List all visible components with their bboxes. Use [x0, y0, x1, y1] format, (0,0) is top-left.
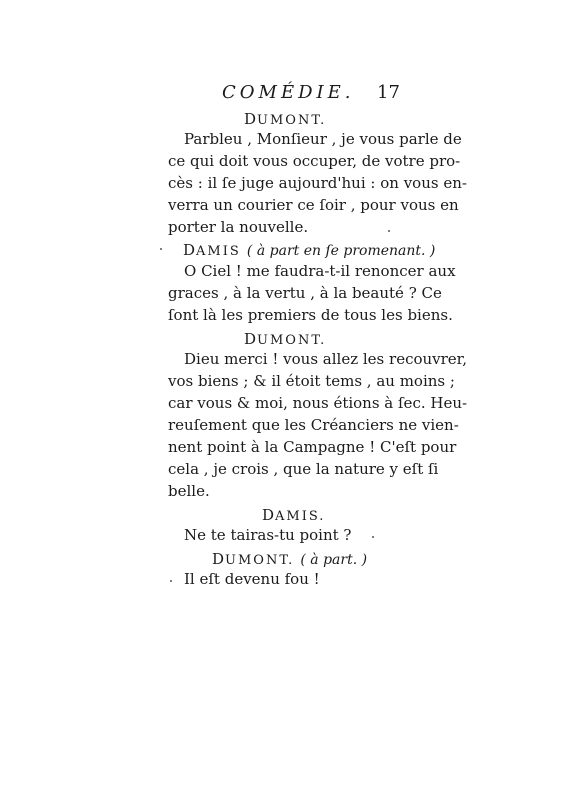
- text-line: cès : il ſe juge aujourd'hui : on vous en-: [168, 174, 467, 192]
- speaker-initial: D: [244, 330, 258, 348]
- running-title: COMÉDIE.: [222, 82, 355, 103]
- text-line: ce qui doit vous occuper, de votre pro-: [168, 152, 461, 170]
- speaker-rest: UMONT.: [257, 113, 327, 128]
- text-line: verra un courier ce ſoir , pour vous en: [168, 196, 459, 214]
- text-line: car vous & moi, nous étions à ſec. Heu-: [168, 394, 468, 412]
- speaker-name: [244, 110, 326, 128]
- speaker-initial: D: [183, 241, 197, 259]
- speaker-name: [244, 330, 326, 348]
- text-line: porter la nouvelle.: [168, 218, 309, 236]
- speaker-name: [212, 550, 367, 568]
- stage-direction: ( à part en ſe promenant. ): [246, 243, 436, 259]
- speaker-initial: D: [262, 506, 276, 524]
- text-line: Il eſt devenu fou !: [184, 570, 320, 588]
- stage-direction: ( à part. ): [300, 552, 368, 568]
- print-speck: [372, 536, 374, 538]
- text-line: ſont là les premiers de tous les biens.: [168, 306, 453, 324]
- speaker-name: [262, 506, 325, 524]
- text-line: Dieu merci ! vous allez les recouvrer,: [184, 350, 467, 368]
- speaker-name: [183, 241, 435, 259]
- speaker-rest: AMIS: [196, 244, 241, 259]
- text-line: Ne te tairas-tu point ?: [184, 526, 352, 544]
- speaker-initial: D: [244, 110, 258, 128]
- print-speck: [388, 230, 390, 232]
- text-line: Parbleu , Monſieur , je vous parle de: [184, 130, 462, 148]
- page-number: 17: [377, 82, 400, 103]
- text-line: cela , je crois , que la nature y eſt ſi: [168, 460, 439, 478]
- text-line: vos biens ; & il étoit tems , au moins ;: [168, 372, 455, 390]
- text-line: reuſement que les Créanciers ne vien-: [168, 416, 459, 434]
- page-header: [222, 82, 402, 104]
- print-speck: [170, 580, 172, 582]
- print-speck: [160, 248, 162, 250]
- text-line: belle.: [168, 482, 210, 500]
- speaker-initial: D: [212, 550, 226, 568]
- speaker-rest: AMIS.: [275, 509, 326, 524]
- speaker-rest: UMONT.: [225, 553, 295, 568]
- text-line: O Ciel ! me faudra-t-il renoncer aux: [184, 262, 456, 280]
- text-line: nent point à la Campagne ! C'eſt pour: [168, 438, 457, 456]
- speaker-rest: UMONT.: [257, 333, 327, 348]
- text-line: graces , à la vertu , à la beauté ? Ce: [168, 284, 442, 302]
